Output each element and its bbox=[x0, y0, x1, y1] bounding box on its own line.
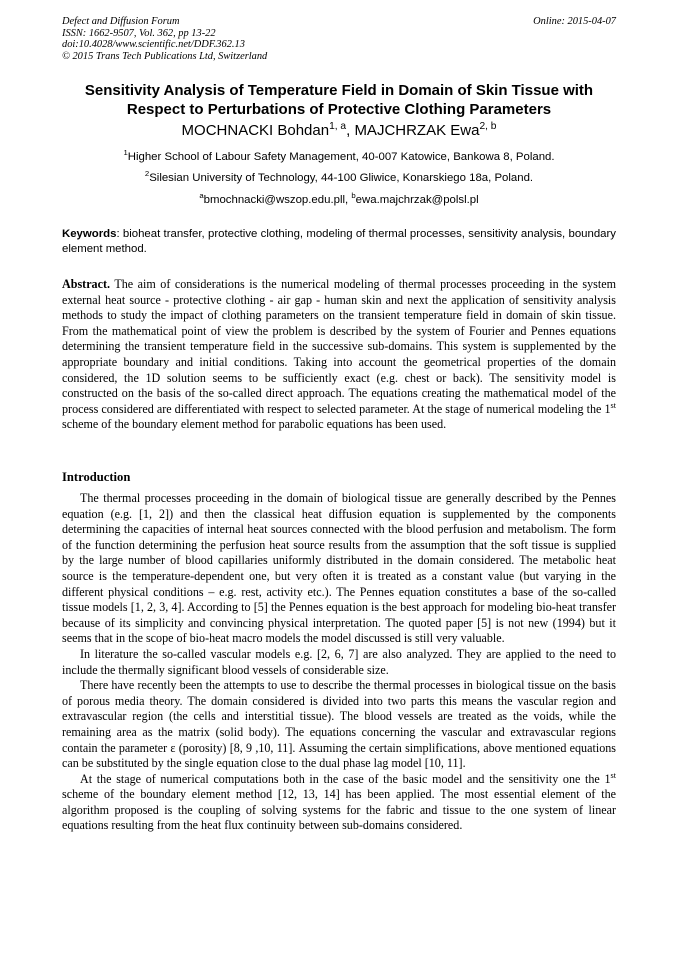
abstract-sup: st bbox=[610, 400, 616, 410]
email-separator: , bbox=[345, 194, 352, 206]
keywords-text: : bioheat transfer, protective clothing, modeling of thermal processes, sensitivity analysis, boundary element method. bbox=[62, 228, 616, 255]
keywords-section bbox=[62, 227, 616, 256]
copyright-line: © 2015 Trans Tech Publications Ltd, Switzerland bbox=[62, 50, 268, 62]
abstract-paragraph bbox=[62, 277, 616, 433]
author-line bbox=[40, 122, 638, 140]
affiliation-1-sup: 1 bbox=[123, 148, 128, 158]
intro-p4-sup: st bbox=[610, 770, 616, 780]
affiliation-1-text: Higher School of Labour Safety Management, 40-007 Katowice, Bankowa 8, Poland. bbox=[127, 151, 555, 163]
email-a[interactable]: bmochnacki@wszop.edu.pll bbox=[203, 194, 346, 206]
title-line-1: Sensitivity Analysis of Temperature Field in Domain of Skin Tissue with bbox=[84, 82, 594, 99]
author-1: MOCHNACKI Bohdan bbox=[181, 122, 330, 139]
affiliation-1 bbox=[40, 150, 638, 164]
intro-paragraph-4 bbox=[62, 772, 616, 834]
journal-name: Defect and Diffusion Forum bbox=[62, 16, 180, 27]
journal-header bbox=[62, 16, 616, 62]
author-2: MAJCHRZAK Ewa bbox=[354, 122, 480, 139]
email-a-sup: a bbox=[199, 191, 204, 201]
email-line bbox=[40, 193, 638, 207]
author-2-sup: 2, b bbox=[479, 121, 497, 132]
intro-paragraph-3: There have recently been the attempts to use to describe the thermal processes in biological tissue on the basis of porous media theory. The domain considered is divided into two parts this means the vascular region and extravascular region (the cells and interstitial tissue). The blood vessels are treated as the voids, while the remaining area as the matrix (solid body). The equations concerning the vascular and extravascular regions contain the parameter ε (porosity) [8, 9 ,10, 11]. Assuming the certain simplifications, above mentioned equations can be substituted by the single equation close to the dual phase lag model [10, 11]. bbox=[62, 678, 616, 771]
intro-p4-text-1: At the stage of numerical computations both in the case of the basic model and the sensitivity one the 1 bbox=[80, 771, 611, 786]
affiliation-2 bbox=[40, 171, 638, 185]
affiliation-2-sup: 2 bbox=[144, 169, 150, 179]
title-line-2: Respect to Perturbations of Protective Clothing Parameters bbox=[126, 101, 552, 118]
abstract-text-1: The aim of considerations is the numerical modeling of thermal processes proceeding in the system external heat source - protective clothing - air gap - human skin and next the application of sensitivity analysis methods to study the impact of clothing parameters on the transient temperature field in domain of skin tissue. From the mathematical point of view the problem is described by the system of Fourier and Pennes equations determining the transient temperature field in the successive sub-domains. This system is supplemented by the appropriate boundary and initial conditions. Taking into account the geometrical properties of the domain considered, the 1D solution seems to be sufficiently exact (e.g. chest or back). The sensitivity model is constructed on the basis of the so-called direct approach. The equations creating the mathematical model of the process considered are differentiated with respect to selected parameter. At the stage of numerical modeling the 1 bbox=[62, 277, 616, 416]
online-date: Online: 2015-04-07 bbox=[533, 16, 616, 27]
paper-title bbox=[40, 81, 638, 119]
author-separator: , bbox=[346, 122, 355, 139]
intro-p4-text-2: scheme of the boundary element method [12, 13, 14] has been applied. The most essential element of the algorithm proposed is the coupling of solving systems for the fabric and tissue to the one system of linear equations resulting from the heat flux continuity between sub-domains considered. bbox=[62, 787, 616, 833]
issn-line: ISSN: 1662-9507, Vol. 362, pp 13-22 bbox=[62, 27, 216, 39]
email-b-sup: b bbox=[351, 191, 356, 201]
email-b[interactable]: ewa.majchrzak@polsl.pl bbox=[355, 194, 479, 206]
keywords-label: Keywords bbox=[62, 228, 117, 240]
doi-line: doi:10.4028/www.scientific.net/DDF.362.13 bbox=[62, 39, 245, 50]
intro-paragraph-1: The thermal processes proceeding in the domain of biological tissue are generally described by the Pennes equation (e.g. [1, 2]) and then the classical heat diffusion equation is supplemented by the components determining the capacities of internal heat sources connected with the blood perfusion and metabolism. The form of the function determining the perfusion heat source results from the assumption that the soft tissue is supplied by the large number of blood capillaries uniformly distributed in the domain considered. The metabolic heat source is the temperature-dependent one, but very often it is treated as a constant value (but varying in the different physical conditions – e.g. rest, activity etc.). The Pennes equation constitutes a base of the so-called tissue models [1, 2, 3, 4]. According to [5] the Pennes equation is the best approach for modeling bio-heat transfer because of its simplicity and convincing physical interpretation. The quoted paper [5] is not new (1994) but it seems that in the scope of bio-heat macro models the model discussed is still very valuable. bbox=[62, 491, 616, 646]
abstract-label: Abstract. bbox=[62, 277, 111, 291]
intro-paragraph-2: In literature the so-called vascular models e.g. [2, 6, 7] are also analyzed. They are applied to the need to include the thermally significant blood vessels of considerable size. bbox=[62, 646, 616, 677]
introduction-heading: Introduction bbox=[62, 470, 131, 484]
abstract-text-2: scheme of the boundary element method for parabolic equations has been used. bbox=[62, 417, 447, 432]
affiliation-2-text: Silesian University of Technology, 44-100 Gliwice, Konarskiego 18a, Poland. bbox=[149, 172, 534, 184]
introduction-body bbox=[62, 491, 616, 834]
abstract-section bbox=[62, 277, 616, 433]
author-1-sup: 1, a bbox=[329, 121, 347, 132]
